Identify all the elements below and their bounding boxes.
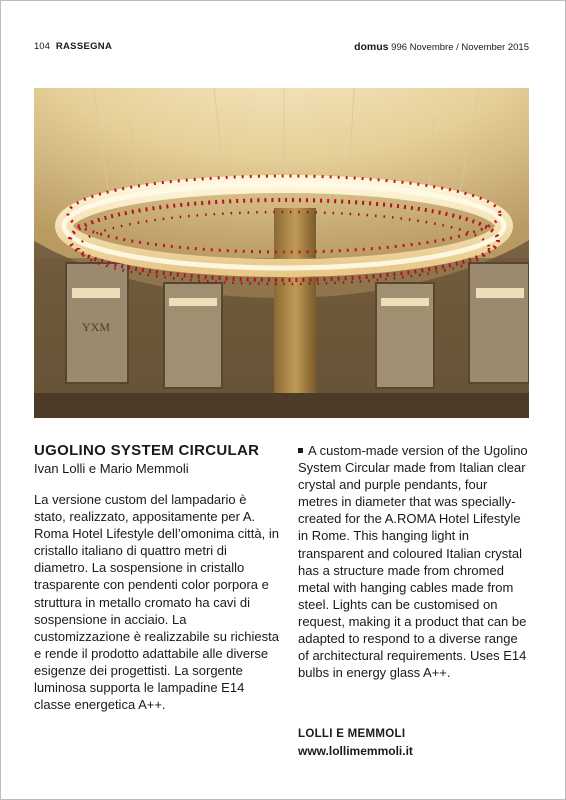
section-name: RASSEGNA bbox=[55, 41, 113, 52]
body-english bbox=[298, 442, 530, 681]
body-italian: La versione custom del lampadario è stato, realizzato, appositamente per A. Roma Hotel Lifestyle dell’omonima città, in cristallo italiano di quattro metri di diametro. La sospensione in cristallo trasparente con pendenti color porpora e struttura in metallo cromato ha cavi di sospensione in acciaio. La customizzazione è realizzabile su richiesta e rende il prodotto adattabile alle diverse esigenze dei progettisti. La sorgente luminosa supporta le lampadine E14 classe energetica A++. bbox=[34, 492, 279, 713]
article-title: UGOLINO SYSTEM CIRCULAR bbox=[34, 442, 260, 459]
header-left bbox=[34, 41, 112, 52]
page-number: 104 bbox=[34, 41, 50, 52]
square-bullet-icon bbox=[298, 448, 303, 453]
svg-text:YXM: YXM bbox=[82, 320, 111, 334]
company-name: LOLLI E MEMMOLI bbox=[298, 728, 406, 740]
body-english-text: A custom-made version of the Ugolino System Circular made from Italian clear crystal and purple pendants, four metres in diameter that was specially-created for the A.ROMA Hotel Lifestyle in Rome. This hanging light in transparent and coloured Italian crystal has a structure made from chromed metal with hanging cables made from steel. Lights can be customised on request, making it a product that can be adapted to respond to a diverse range of architectural requirements. Uses E14 bulbs in energy glass A++. bbox=[298, 443, 528, 681]
chandelier-photo-icon bbox=[34, 88, 529, 418]
article-authors: Ivan Lolli e Mario Memmoli bbox=[34, 461, 189, 476]
page-header bbox=[34, 41, 529, 55]
issue-info: 996 Novembre / November 2015 bbox=[391, 42, 529, 53]
chandelier-photo bbox=[34, 88, 529, 418]
company-website[interactable]: www.lollimemmoli.it bbox=[298, 744, 413, 758]
magazine-brand: domus bbox=[354, 41, 389, 53]
header-right bbox=[354, 41, 529, 53]
